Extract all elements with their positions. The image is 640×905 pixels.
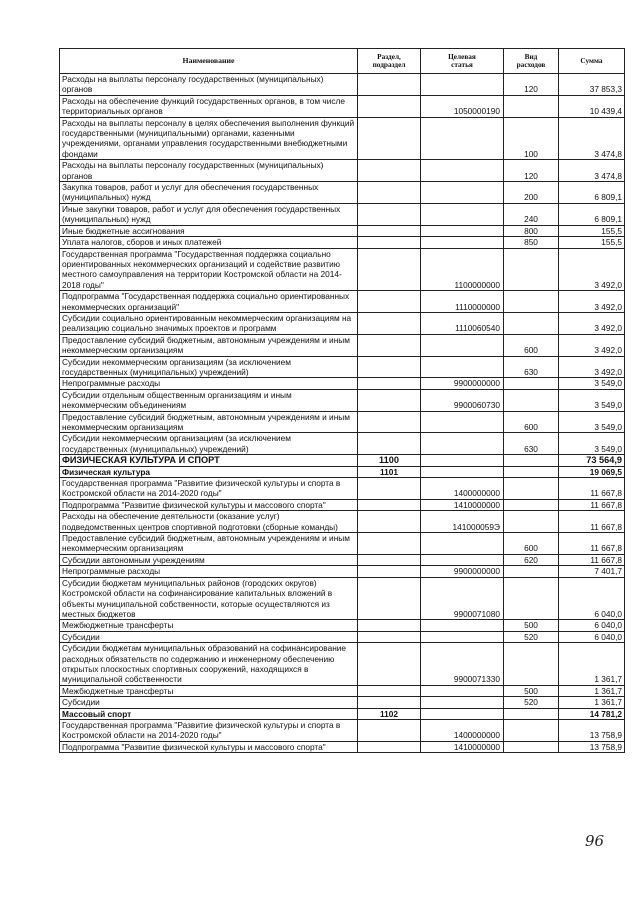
cell-name: Предоставление субсидий бюджетным, автономным учреждениям и иным некоммерческим организациям (60, 533, 358, 555)
header-summa: Сумма (559, 49, 625, 74)
cell-name: Субсидии (60, 697, 358, 708)
cell-vid: 240 (504, 203, 559, 225)
cell-celevaya (421, 466, 504, 477)
cell-razdel: 1101 (358, 466, 421, 477)
table-row (60, 312, 625, 334)
cell-celevaya: 9900071080 (421, 577, 504, 620)
cell-razdel (358, 291, 421, 313)
cell-vid: 620 (504, 554, 559, 565)
cell-vid (504, 455, 559, 466)
cell-razdel: 1100 (358, 455, 421, 466)
cell-celevaya (421, 533, 504, 555)
cell-name: Расходы на выплаты персоналу в целях обеспечения выполнения функций государственными (муниципальными) органами, казенными учреждениями, органами управления государственными внебюджетными фондами (60, 117, 358, 160)
cell-razdel (358, 620, 421, 631)
cell-vid (504, 577, 559, 620)
cell-summa: 155,5 (559, 237, 625, 248)
table-row (60, 631, 625, 642)
cell-vid (504, 499, 559, 510)
table-row (60, 248, 625, 291)
cell-razdel (358, 511, 421, 533)
cell-name: Субсидии некоммерческим организациям (за исключением государственных (муниципальных) учреждений) (60, 356, 358, 378)
page-number: 96 (585, 832, 605, 850)
cell-celevaya: 9900000000 (421, 566, 504, 577)
cell-celevaya (421, 631, 504, 642)
cell-name: Субсидии (60, 631, 358, 642)
cell-summa: 37 853,3 (559, 74, 625, 96)
cell-celevaya (421, 225, 504, 236)
cell-celevaya (421, 697, 504, 708)
budget-table-page (59, 48, 624, 753)
table-row (60, 117, 625, 160)
cell-name: Субсидии бюджетам муниципальных образований на софинансирование расходных обязательств по содержанию и инженерному обеспечению открытых плоскостных спортивных сооружений, находящихся в муниципальной собственности (60, 643, 358, 686)
cell-name: Государственная программа "Развитие физической культуры и спорта в Костромской области на 2014-2020 годы" (60, 719, 358, 741)
cell-vid: 600 (504, 334, 559, 356)
cell-vid: 500 (504, 685, 559, 696)
cell-vid (504, 511, 559, 533)
cell-name: Расходы на обеспечение деятельности (оказание услуг) подведомственных центров спортивной подготовки (сборные команды) (60, 511, 358, 533)
table-row (60, 433, 625, 455)
cell-celevaya (421, 334, 504, 356)
cell-name: ФИЗИЧЕСКАЯ КУЛЬТУРА И СПОРТ (60, 455, 358, 466)
cell-vid: 500 (504, 620, 559, 631)
cell-vid: 520 (504, 697, 559, 708)
table-row (60, 499, 625, 510)
cell-name: Субсидии автономным учреждениям (60, 554, 358, 565)
cell-vid (504, 643, 559, 686)
cell-name: Межбюджетные трансферты (60, 685, 358, 696)
table-row (60, 620, 625, 631)
cell-summa: 1 361,7 (559, 685, 625, 696)
cell-name: Расходы на выплаты персоналу государственных (муниципальных) органов (60, 74, 358, 96)
cell-vid (504, 708, 559, 719)
cell-celevaya (421, 74, 504, 96)
cell-vid: 120 (504, 160, 559, 182)
cell-celevaya: 1110000000 (421, 291, 504, 313)
cell-razdel (358, 203, 421, 225)
cell-summa: 3 492,0 (559, 291, 625, 313)
table-body (60, 74, 625, 753)
cell-summa: 7 401,7 (559, 566, 625, 577)
cell-razdel (358, 225, 421, 236)
table-row (60, 741, 625, 752)
cell-name: Межбюджетные трансферты (60, 620, 358, 631)
cell-vid: 800 (504, 225, 559, 236)
table-row (60, 566, 625, 577)
cell-celevaya (421, 160, 504, 182)
table-row (60, 160, 625, 182)
header-razdel: Раздел, подраздел (358, 49, 421, 74)
cell-name: Субсидии социально ориентированным некоммерческим организациям на реализацию социально значимых проектов и программ (60, 312, 358, 334)
cell-name: Подпрограмма "Развитие физической культуры и массового спорта" (60, 741, 358, 752)
cell-summa: 3 549,0 (559, 389, 625, 411)
cell-name: Предоставление субсидий бюджетным, автономным учреждениям и иным некоммерческим организациям (60, 334, 358, 356)
cell-name: Массовый спорт (60, 708, 358, 719)
cell-name: Государственная программа "Государственная поддержка социально ориентированных некоммерческих организаций и содействие развитию местного самоуправления на территории Костромской области на 2014-2018 годы" (60, 248, 358, 291)
cell-summa: 3 549,0 (559, 378, 625, 389)
cell-razdel (358, 378, 421, 389)
cell-vid: 630 (504, 433, 559, 455)
cell-razdel (358, 577, 421, 620)
header-celevaya: Целевая статья (421, 49, 504, 74)
table-row (60, 511, 625, 533)
cell-celevaya: 1410000000 (421, 499, 504, 510)
cell-razdel (358, 389, 421, 411)
cell-name: Предоставление субсидий бюджетным, автономным учреждениям и иным некоммерческим организациям (60, 411, 358, 433)
cell-celevaya: 1100000000 (421, 248, 504, 291)
cell-celevaya: 1050000190 (421, 95, 504, 117)
table-row (60, 74, 625, 96)
cell-vid (504, 478, 559, 500)
table-row (60, 356, 625, 378)
cell-razdel (358, 74, 421, 96)
cell-summa: 3 492,0 (559, 356, 625, 378)
budget-table (59, 48, 625, 753)
cell-celevaya: 1110060540 (421, 312, 504, 334)
cell-vid: 520 (504, 631, 559, 642)
cell-summa: 3 474,8 (559, 117, 625, 160)
table-row (60, 203, 625, 225)
cell-razdel (358, 643, 421, 686)
cell-summa: 14 781,2 (559, 708, 625, 719)
cell-summa: 11 667,8 (559, 533, 625, 555)
cell-vid: 600 (504, 533, 559, 555)
table-row (60, 719, 625, 741)
table-row (60, 466, 625, 477)
cell-razdel (358, 248, 421, 291)
cell-summa: 3 492,0 (559, 248, 625, 291)
table-row (60, 685, 625, 696)
table-row (60, 478, 625, 500)
table-row (60, 291, 625, 313)
table-row (60, 577, 625, 620)
cell-summa: 73 564,9 (559, 455, 625, 466)
cell-vid (504, 466, 559, 477)
cell-name: Субсидии отдельным общественным организациям и иным некоммерческим объединениям (60, 389, 358, 411)
cell-celevaya (421, 117, 504, 160)
cell-razdel: 1102 (358, 708, 421, 719)
cell-vid (504, 291, 559, 313)
cell-summa: 11 667,8 (559, 554, 625, 565)
cell-celevaya: 141000059Э (421, 511, 504, 533)
cell-summa: 3 492,0 (559, 334, 625, 356)
cell-vid (504, 248, 559, 291)
cell-razdel (358, 533, 421, 555)
header-vid: Вид расходов (504, 49, 559, 74)
cell-celevaya: 9900071330 (421, 643, 504, 686)
cell-summa: 11 667,8 (559, 499, 625, 510)
cell-vid (504, 566, 559, 577)
cell-vid (504, 719, 559, 741)
cell-celevaya (421, 455, 504, 466)
cell-summa: 11 667,8 (559, 511, 625, 533)
table-row (60, 95, 625, 117)
cell-summa: 10 439,4 (559, 95, 625, 117)
table-header-row (60, 49, 625, 74)
cell-summa: 13 758,9 (559, 719, 625, 741)
cell-razdel (358, 566, 421, 577)
cell-vid (504, 389, 559, 411)
table-row (60, 455, 625, 466)
cell-name: Государственная программа "Развитие физической культуры и спорта в Костромской области на 2014-2020 годы" (60, 478, 358, 500)
cell-razdel (358, 356, 421, 378)
table-row (60, 697, 625, 708)
cell-celevaya (421, 433, 504, 455)
table-row (60, 533, 625, 555)
cell-vid (504, 378, 559, 389)
cell-vid: 600 (504, 411, 559, 433)
table-row (60, 708, 625, 719)
table-row (60, 378, 625, 389)
cell-razdel (358, 697, 421, 708)
cell-name: Иные бюджетные ассигнования (60, 225, 358, 236)
cell-name: Закупка товаров, работ и услуг для обеспечения государственных (муниципальных) нужд (60, 182, 358, 204)
cell-name: Непрограммные расходы (60, 378, 358, 389)
table-row (60, 225, 625, 236)
cell-summa: 155,5 (559, 225, 625, 236)
cell-vid: 200 (504, 182, 559, 204)
cell-celevaya (421, 203, 504, 225)
cell-name: Подпрограмма "Развитие физической культуры и массового спорта" (60, 499, 358, 510)
cell-razdel (358, 499, 421, 510)
cell-razdel (358, 554, 421, 565)
table-row (60, 334, 625, 356)
cell-celevaya (421, 182, 504, 204)
header-name: Наименование (60, 49, 358, 74)
cell-razdel (358, 312, 421, 334)
cell-summa: 3 474,8 (559, 160, 625, 182)
cell-vid: 850 (504, 237, 559, 248)
cell-summa: 6 040,0 (559, 577, 625, 620)
cell-celevaya (421, 620, 504, 631)
cell-razdel (358, 631, 421, 642)
cell-vid (504, 741, 559, 752)
cell-summa: 6 809,1 (559, 182, 625, 204)
table-row (60, 554, 625, 565)
cell-name: Субсидии бюджетам муниципальных районов (городских округов) Костромской области на софинансирование капитальных вложений в объекты муниципальной собственности, которые осуществляются из местных бюджетов (60, 577, 358, 620)
cell-razdel (358, 95, 421, 117)
cell-celevaya: 1400000000 (421, 478, 504, 500)
cell-vid: 100 (504, 117, 559, 160)
cell-name: Расходы на выплаты персоналу государственных (муниципальных) органов (60, 160, 358, 182)
cell-vid: 630 (504, 356, 559, 378)
cell-summa: 13 758,9 (559, 741, 625, 752)
cell-name: Субсидии некоммерческим организациям (за исключением государственных (муниципальных) учреждений) (60, 433, 358, 455)
cell-celevaya (421, 685, 504, 696)
cell-razdel (358, 411, 421, 433)
cell-razdel (358, 182, 421, 204)
table-row (60, 643, 625, 686)
cell-name: Непрограммные расходы (60, 566, 358, 577)
cell-celevaya: 9900060730 (421, 389, 504, 411)
cell-celevaya (421, 356, 504, 378)
cell-celevaya (421, 708, 504, 719)
cell-name: Подпрограмма "Государственная поддержка социально ориентированных некоммерческих организаций" (60, 291, 358, 313)
cell-name: Физическая культура (60, 466, 358, 477)
cell-name: Иные закупки товаров, работ и услуг для обеспечения государственных (муниципальных) нужд (60, 203, 358, 225)
cell-razdel (358, 334, 421, 356)
cell-summa: 11 667,8 (559, 478, 625, 500)
cell-summa: 6 809,1 (559, 203, 625, 225)
cell-vid: 120 (504, 74, 559, 96)
table-row (60, 237, 625, 248)
cell-summa: 3 492,0 (559, 312, 625, 334)
cell-vid (504, 312, 559, 334)
cell-celevaya: 9900000000 (421, 378, 504, 389)
cell-razdel (358, 433, 421, 455)
cell-razdel (358, 160, 421, 182)
cell-name: Уплата налогов, сборов и иных платежей (60, 237, 358, 248)
cell-razdel (358, 478, 421, 500)
cell-name: Расходы на обеспечение функций государственных органов, в том числе территориальных органов (60, 95, 358, 117)
cell-celevaya (421, 237, 504, 248)
cell-summa: 3 549,0 (559, 433, 625, 455)
cell-celevaya: 1410000000 (421, 741, 504, 752)
cell-celevaya (421, 411, 504, 433)
cell-summa: 19 069,5 (559, 466, 625, 477)
cell-razdel (358, 685, 421, 696)
cell-razdel (358, 741, 421, 752)
cell-summa: 1 361,7 (559, 643, 625, 686)
cell-celevaya (421, 554, 504, 565)
cell-razdel (358, 117, 421, 160)
cell-summa: 6 040,0 (559, 631, 625, 642)
table-row (60, 389, 625, 411)
cell-razdel (358, 237, 421, 248)
cell-razdel (358, 719, 421, 741)
table-row (60, 411, 625, 433)
cell-summa: 1 361,7 (559, 697, 625, 708)
table-row (60, 182, 625, 204)
cell-summa: 3 549,0 (559, 411, 625, 433)
cell-summa: 6 040,0 (559, 620, 625, 631)
cell-celevaya: 1400000000 (421, 719, 504, 741)
cell-vid (504, 95, 559, 117)
